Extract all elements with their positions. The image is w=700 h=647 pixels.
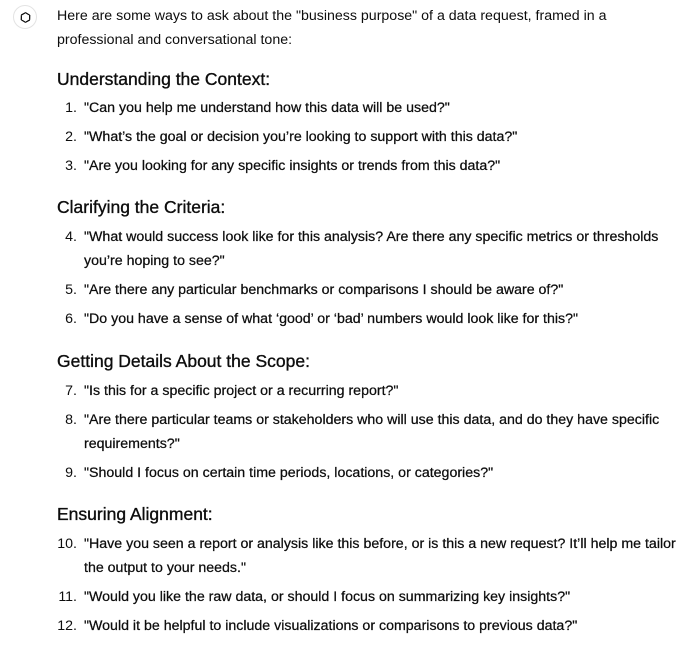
item-text: "Should I focus on certain time periods, locations, or categories?": [84, 465, 494, 481]
list-item: [57, 614, 687, 638]
section-heading: Clarifying the Criteria:: [57, 197, 226, 217]
item-text: "What would success look like for this analysis? Are there any specific metrics or thresholds you’re hoping to see?": [84, 229, 659, 269]
item-number: 7.: [65, 383, 77, 399]
message-content: [57, 0, 687, 638]
item-text: "Are you looking for any specific insights or trends from this data?": [84, 158, 501, 174]
item-number: 3.: [65, 158, 77, 174]
question-list: [57, 532, 687, 638]
section-heading: Understanding the Context:: [57, 69, 271, 89]
item-text: "Do you have a sense of what ‘good’ or ‘bad’ numbers would look like for this?": [84, 311, 579, 327]
item-number: 11.: [58, 589, 77, 605]
list-item: [57, 532, 687, 580]
item-number: 4.: [65, 229, 77, 245]
item-number: 5.: [65, 282, 77, 298]
section-heading: Ensuring Alignment:: [57, 504, 213, 524]
assistant-avatar: [13, 5, 37, 29]
item-text: "Are there particular teams or stakeholders who will use this data, and do they have specific requirements?": [84, 412, 660, 452]
list-item: [57, 307, 687, 331]
list-item: [57, 278, 687, 302]
item-text: "Would you like the raw data, or should I focus on summarizing key insights?": [84, 589, 571, 605]
item-number: 2.: [65, 129, 77, 145]
item-number: 9.: [65, 465, 77, 481]
list-item: [57, 154, 687, 178]
item-number: 6.: [65, 311, 77, 327]
item-number: 12.: [57, 618, 77, 634]
question-list: [57, 225, 687, 331]
list-item: [57, 96, 687, 120]
openai-logo-icon: [18, 10, 33, 25]
question-list: [57, 96, 687, 178]
list-item: [57, 379, 687, 403]
list-item: [57, 408, 687, 456]
item-text: "Is this for a specific project or a recurring report?": [84, 383, 399, 399]
item-text: "Are there any particular benchmarks or comparisons I should be aware of?": [84, 282, 564, 298]
item-number: 10.: [57, 536, 77, 552]
item-number: 1.: [65, 100, 77, 116]
intro-paragraph: Here are some ways to ask about the "business purpose" of a data request, framed in a professional and conversational tone:: [57, 8, 607, 48]
question-list: [57, 379, 687, 485]
item-text: "Have you seen a report or analysis like this before, or is this a new request? It’ll help me tailor the output to your needs.": [84, 536, 676, 576]
item-text: "What’s the goal or decision you’re looking to support with this data?": [84, 129, 518, 145]
section-heading: Getting Details About the Scope:: [57, 351, 310, 371]
item-text: "Can you help me understand how this data will be used?": [84, 100, 450, 116]
list-item: [57, 461, 687, 485]
list-item: [57, 585, 687, 609]
item-text: "Would it be helpful to include visualizations or comparisons to previous data?": [84, 618, 578, 634]
list-item: [57, 125, 687, 149]
list-item: [57, 225, 687, 273]
item-number: 8.: [65, 412, 77, 428]
